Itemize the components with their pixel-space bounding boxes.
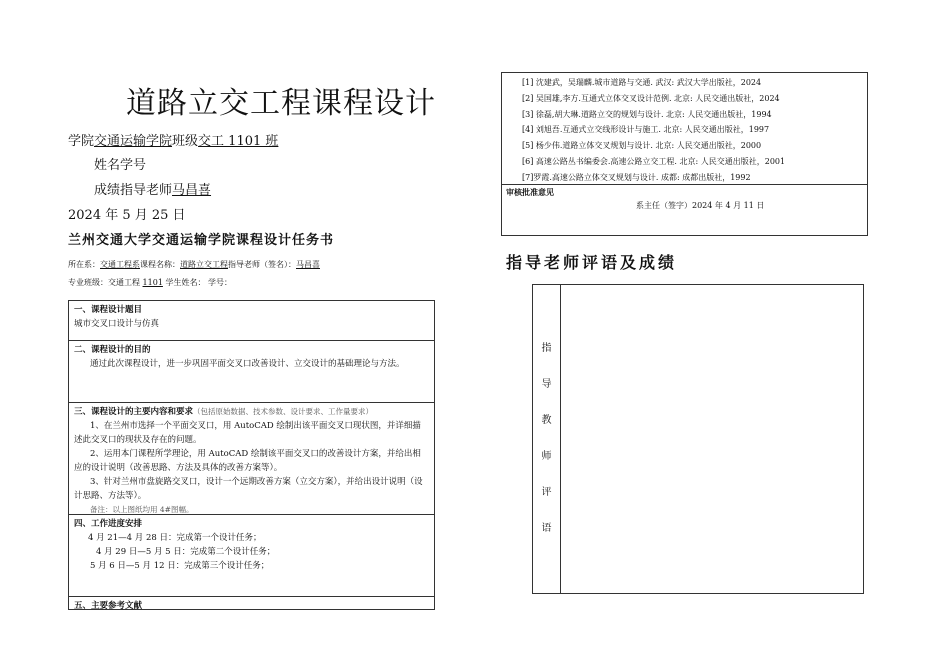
section-3-item-3: 3、针对兰州市盘旋路交叉口，设计一个远期改善方案（立交方案），并给出设计说明（设计思路、方法等）。 xyxy=(74,477,423,501)
meta-line-2: 专业班级：交通工程 1101 学生姓名： 学号： xyxy=(68,278,232,287)
reference-item: [7]罗霞.高速公路立体交叉规划与设计. 成都: 成都出版社，1992 xyxy=(522,172,751,182)
teacher-value: 马昌喜 xyxy=(172,183,212,198)
section-1-title: 一、课程设计题目 xyxy=(74,305,143,315)
vertical-label-char: 教 xyxy=(541,415,552,426)
vertical-label-char: 师 xyxy=(541,451,552,462)
section-3-item-1: 1、在兰州市选择一个平面交叉口，用 AutoCAD 绘制出该平面交叉口现状图，并详细描述此交叉口的现状及存在的问题。 xyxy=(74,421,421,445)
task-table xyxy=(68,300,435,610)
section-3 xyxy=(69,403,434,515)
section-2-body: 通过此次课程设计，进一步巩固平面交叉口改善设计、立交设计的基础理论与方法。 xyxy=(90,359,405,369)
reference-item: [6] 高速公路丛书编委会.高速公路立交工程. 北京: 人民交通出版社，2001 xyxy=(522,156,786,166)
reference-item: [4] 刘旭吾.互通式立交线形设计与施工. 北京: 人民交通出版社，1997 xyxy=(522,125,770,135)
section-3-remark: 备注：以上图纸均用 4#图幅。 xyxy=(90,505,194,514)
approval-sign: 系主任（签字）2024 年 4 月 11 日 xyxy=(636,201,765,210)
page-title: 道路立交工程课程设计 xyxy=(126,86,436,121)
approval-label: 审核批准意见 xyxy=(506,187,554,197)
section-5 xyxy=(69,597,434,611)
vertical-label-char: 指 xyxy=(541,343,552,354)
reference-item: [1] 沈建武，吴瑞麟.城市道路与交通. 武汉: 武汉大学出版社，2024 xyxy=(522,78,762,87)
evaluation-label-column xyxy=(533,285,561,593)
reference-box xyxy=(501,72,868,236)
college-line xyxy=(68,130,278,149)
reference-item: [2] 吴国雄,李方.互通式立体交叉设计范例. 北京: 人民交通出版社，2024 xyxy=(522,93,780,103)
class-label: 班级 xyxy=(172,134,199,149)
reference-item: [3] 徐磊,胡大琳.道路立交的规划与设计. 北京: 人民交通出版社，1994 xyxy=(522,109,772,119)
section-5-title: 五、主要参考文献 xyxy=(74,601,143,611)
evaluation-heading: 指导老师评语及成绩 xyxy=(506,253,678,272)
evaluation-box xyxy=(532,284,864,594)
vertical-label-char: 评 xyxy=(541,487,552,498)
dept-value: 交通工程系 xyxy=(100,260,140,269)
college-value: 交通运输学院 xyxy=(94,134,173,149)
section-2-title: 二、课程设计的目的 xyxy=(74,345,151,355)
task-heading: 兰州交通大学交通运输学院课程设计任务书 xyxy=(68,233,335,248)
schedule-item: 5 月 6 日—5 月 12 日：完成第三个设计任务； xyxy=(90,561,270,571)
reference-item: [5] 杨少伟.道路立体交叉规划与设计. 北京: 人民交通出版社，2000 xyxy=(522,141,762,151)
date: 2024 年 5 月 25 日 xyxy=(68,208,186,223)
name-label: 姓名学号 xyxy=(94,158,147,173)
evaluation-content-area xyxy=(560,285,863,593)
reference-list xyxy=(502,73,867,185)
section-2 xyxy=(69,341,434,403)
grade-line xyxy=(94,179,211,198)
meta-teacher-value: 马昌喜 xyxy=(296,260,320,269)
section-3-note: （包括原始数据、技术参数、设计要求、工作量要求） xyxy=(193,407,374,416)
section-4 xyxy=(69,515,434,597)
college-label: 学院 xyxy=(68,134,95,149)
meta-line-1: 所在系：交通工程系课程名称：道路立交工程指导老师（签名）：马昌喜 xyxy=(68,260,320,269)
course-value: 道路立交工程 xyxy=(180,260,228,269)
class-no: 1101 xyxy=(142,278,163,287)
class-value: 交工 1101 班 xyxy=(198,134,279,149)
section-3-title: 三、课程设计的主要内容和要求 xyxy=(74,407,194,417)
vertical-label-char: 导 xyxy=(541,379,552,390)
section-4-title: 四、工作进度安排 xyxy=(74,519,143,529)
section-1 xyxy=(69,301,434,341)
grade-label: 成绩指导老师 xyxy=(94,183,173,198)
schedule-item: 4 月 29 日—5 月 5 日：完成第二个设计任务； xyxy=(96,547,276,557)
vertical-label-char: 语 xyxy=(541,523,552,534)
section-1-body: 城市交叉口设计与仿真 xyxy=(74,319,160,329)
schedule-item: 4 月 21—4 月 28 日：完成第一个设计任务； xyxy=(88,533,262,543)
section-3-item-2: 2、运用本门课程所学理论，用 AutoCAD 绘制该平面交叉口的改善设计方案，并给出相应的设计说明（改善思路、方法及具体的改善方案等）。 xyxy=(74,449,421,473)
